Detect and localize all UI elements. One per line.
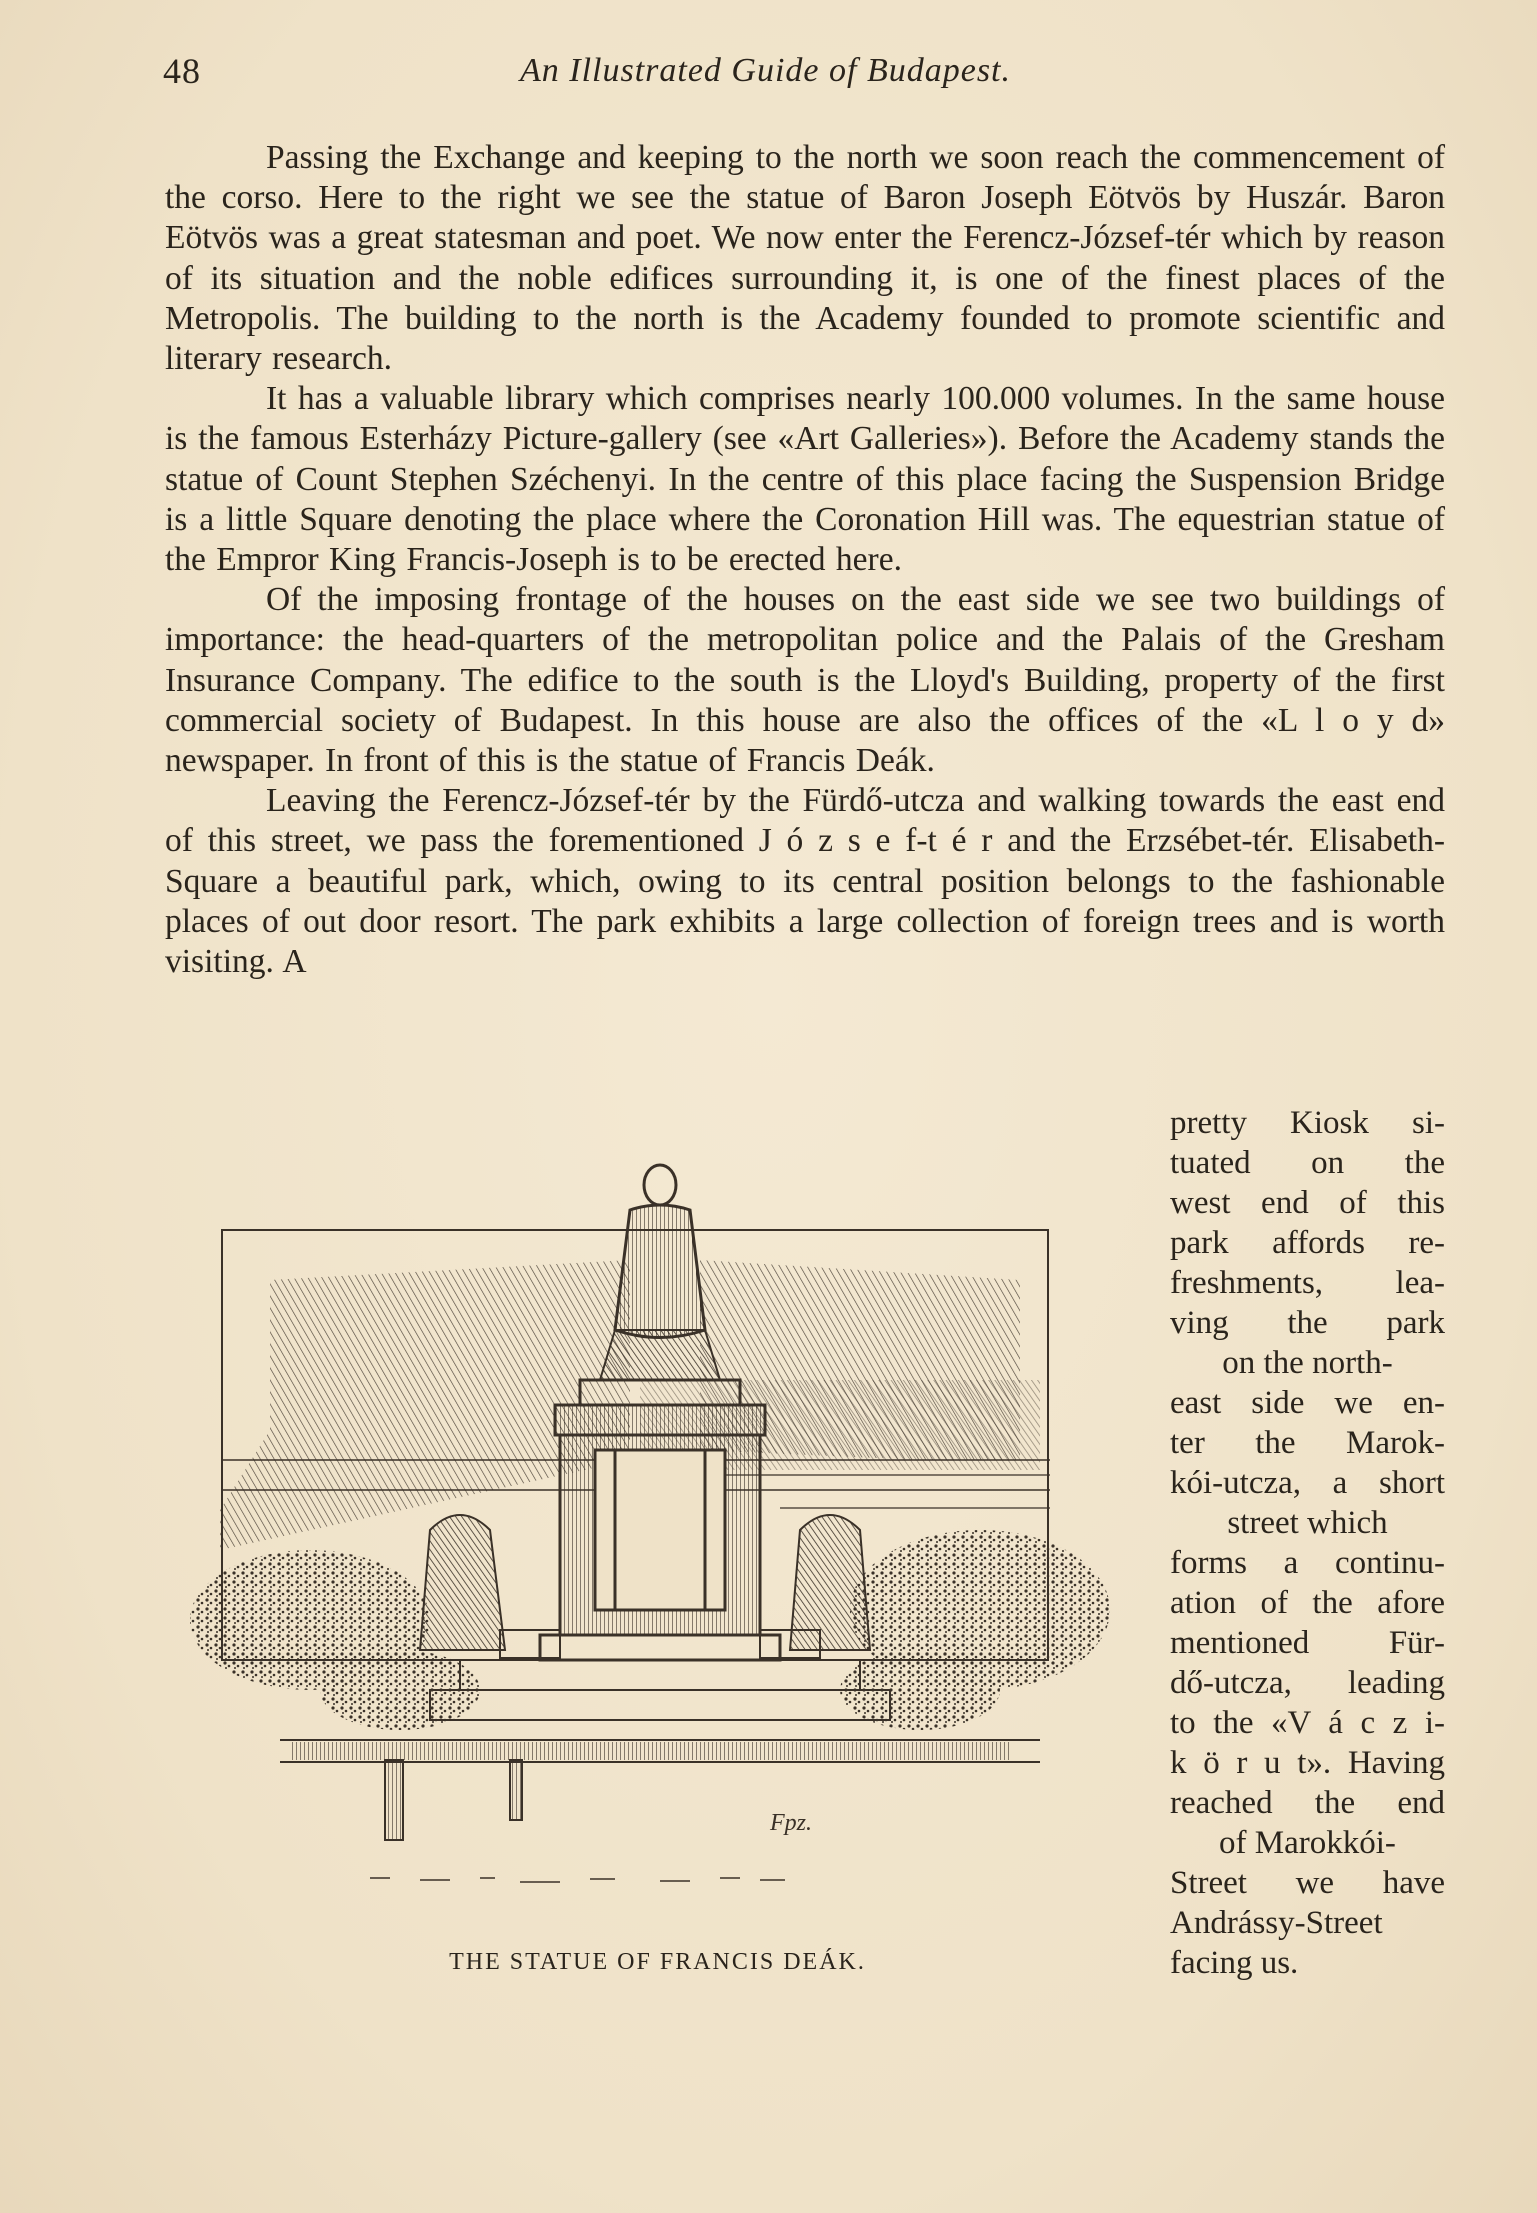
pedestal: [540, 1380, 780, 1660]
side-line: park affords re-: [1170, 1225, 1445, 1261]
statue-illustration: [160, 1130, 1160, 1920]
paragraph: It has a valuable library which comprises nearly 100.000 volumes. In the same house is the famous Esterházy Picture-gallery (see «Art Galleries»). Before the Academy stands the statue of Count Stephen Széchenyi. In the centre of this place facing the Suspension Bridge is a little Square denoting the place where the Coronation Hill was. The equestrian statue of the Empror King Francis-Joseph is to be erected here.: [165, 380, 1445, 579]
side-column-text: [1170, 1103, 1445, 1983]
side-line: facing us.: [1170, 1945, 1299, 1981]
side-line: kói-utcza, a short: [1170, 1465, 1445, 1501]
steps: [430, 1630, 890, 1720]
side-line: to the «V á c z i-: [1170, 1705, 1445, 1741]
side-line: east side we en-: [1170, 1385, 1445, 1421]
side-line: west end of this: [1170, 1185, 1445, 1221]
side-line: mentioned Für-: [1170, 1625, 1445, 1661]
paragraph: Passing the Exchange and keeping to the north we soon reach the commencement of the corso. Here to the right we see the statue of Baron Joseph Eötvös by Huszár. Baron Eötvös was a great statesman and poet. We now enter the Ferencz-József-tér which by reason of its situation and the noble edifices surrounding it, is one of the finest places of the Metropolis. The building to the north is the Academy founded to promote scientific and literary research.: [165, 139, 1445, 378]
side-line: forms a continu-: [1170, 1545, 1445, 1581]
page-number: 48: [163, 51, 201, 91]
side-line: street which: [1227, 1505, 1388, 1541]
side-line: ation of the afore: [1170, 1585, 1445, 1621]
side-line: Andrássy-Street: [1170, 1905, 1383, 1941]
side-line: freshments, lea-: [1170, 1265, 1445, 1301]
side-line: Street we have: [1170, 1865, 1445, 1901]
side-line: reached the end: [1170, 1785, 1445, 1821]
running-title: An Illustrated Guide of Budapest.: [520, 52, 1012, 89]
paragraph: Leaving the Ferencz-József-tér by the Fürdő-utcza and walking towards the east end of this street, we pass the forementioned J ó z s e f-t é r and the Erzsébet-tér. Elisabeth-Square a beautiful park, which, owing to its central position belongs to the fashionable places of out door resort. The park exhibits a large collection of foreign trees and is worth visiting. A: [165, 782, 1445, 981]
artist-signature: Fpz.: [770, 1810, 812, 1836]
side-line: ter the Marok-: [1170, 1425, 1445, 1461]
side-line: dő-utcza, leading: [1170, 1665, 1445, 1701]
paragraph: Of the imposing frontage of the houses on the east side we see two buildings of importance: the head-quarters of the metropolitan police and the Palais of the Gresham Insurance Company. The edifice to the south is the Lloyd's Building, property of the first commercial society of Budapest. In this house are also the offices of the «L l o y d» newspaper. In front of this is the statue of Francis Deák.: [165, 581, 1445, 780]
figure-caption: THE STATUE OF FRANCIS DEÁK.: [449, 1949, 866, 1975]
side-line: ving the park: [1170, 1305, 1445, 1341]
side-line: tuated on the: [1170, 1145, 1445, 1181]
side-line: of Marokkói-: [1219, 1825, 1396, 1861]
side-line: on the north-: [1222, 1345, 1393, 1381]
side-line: pretty Kiosk si-: [1170, 1105, 1445, 1141]
side-line: k ö r u t». Having: [1170, 1745, 1445, 1781]
statue-engraving: [160, 1130, 1160, 1920]
body-text: [165, 138, 1445, 982]
